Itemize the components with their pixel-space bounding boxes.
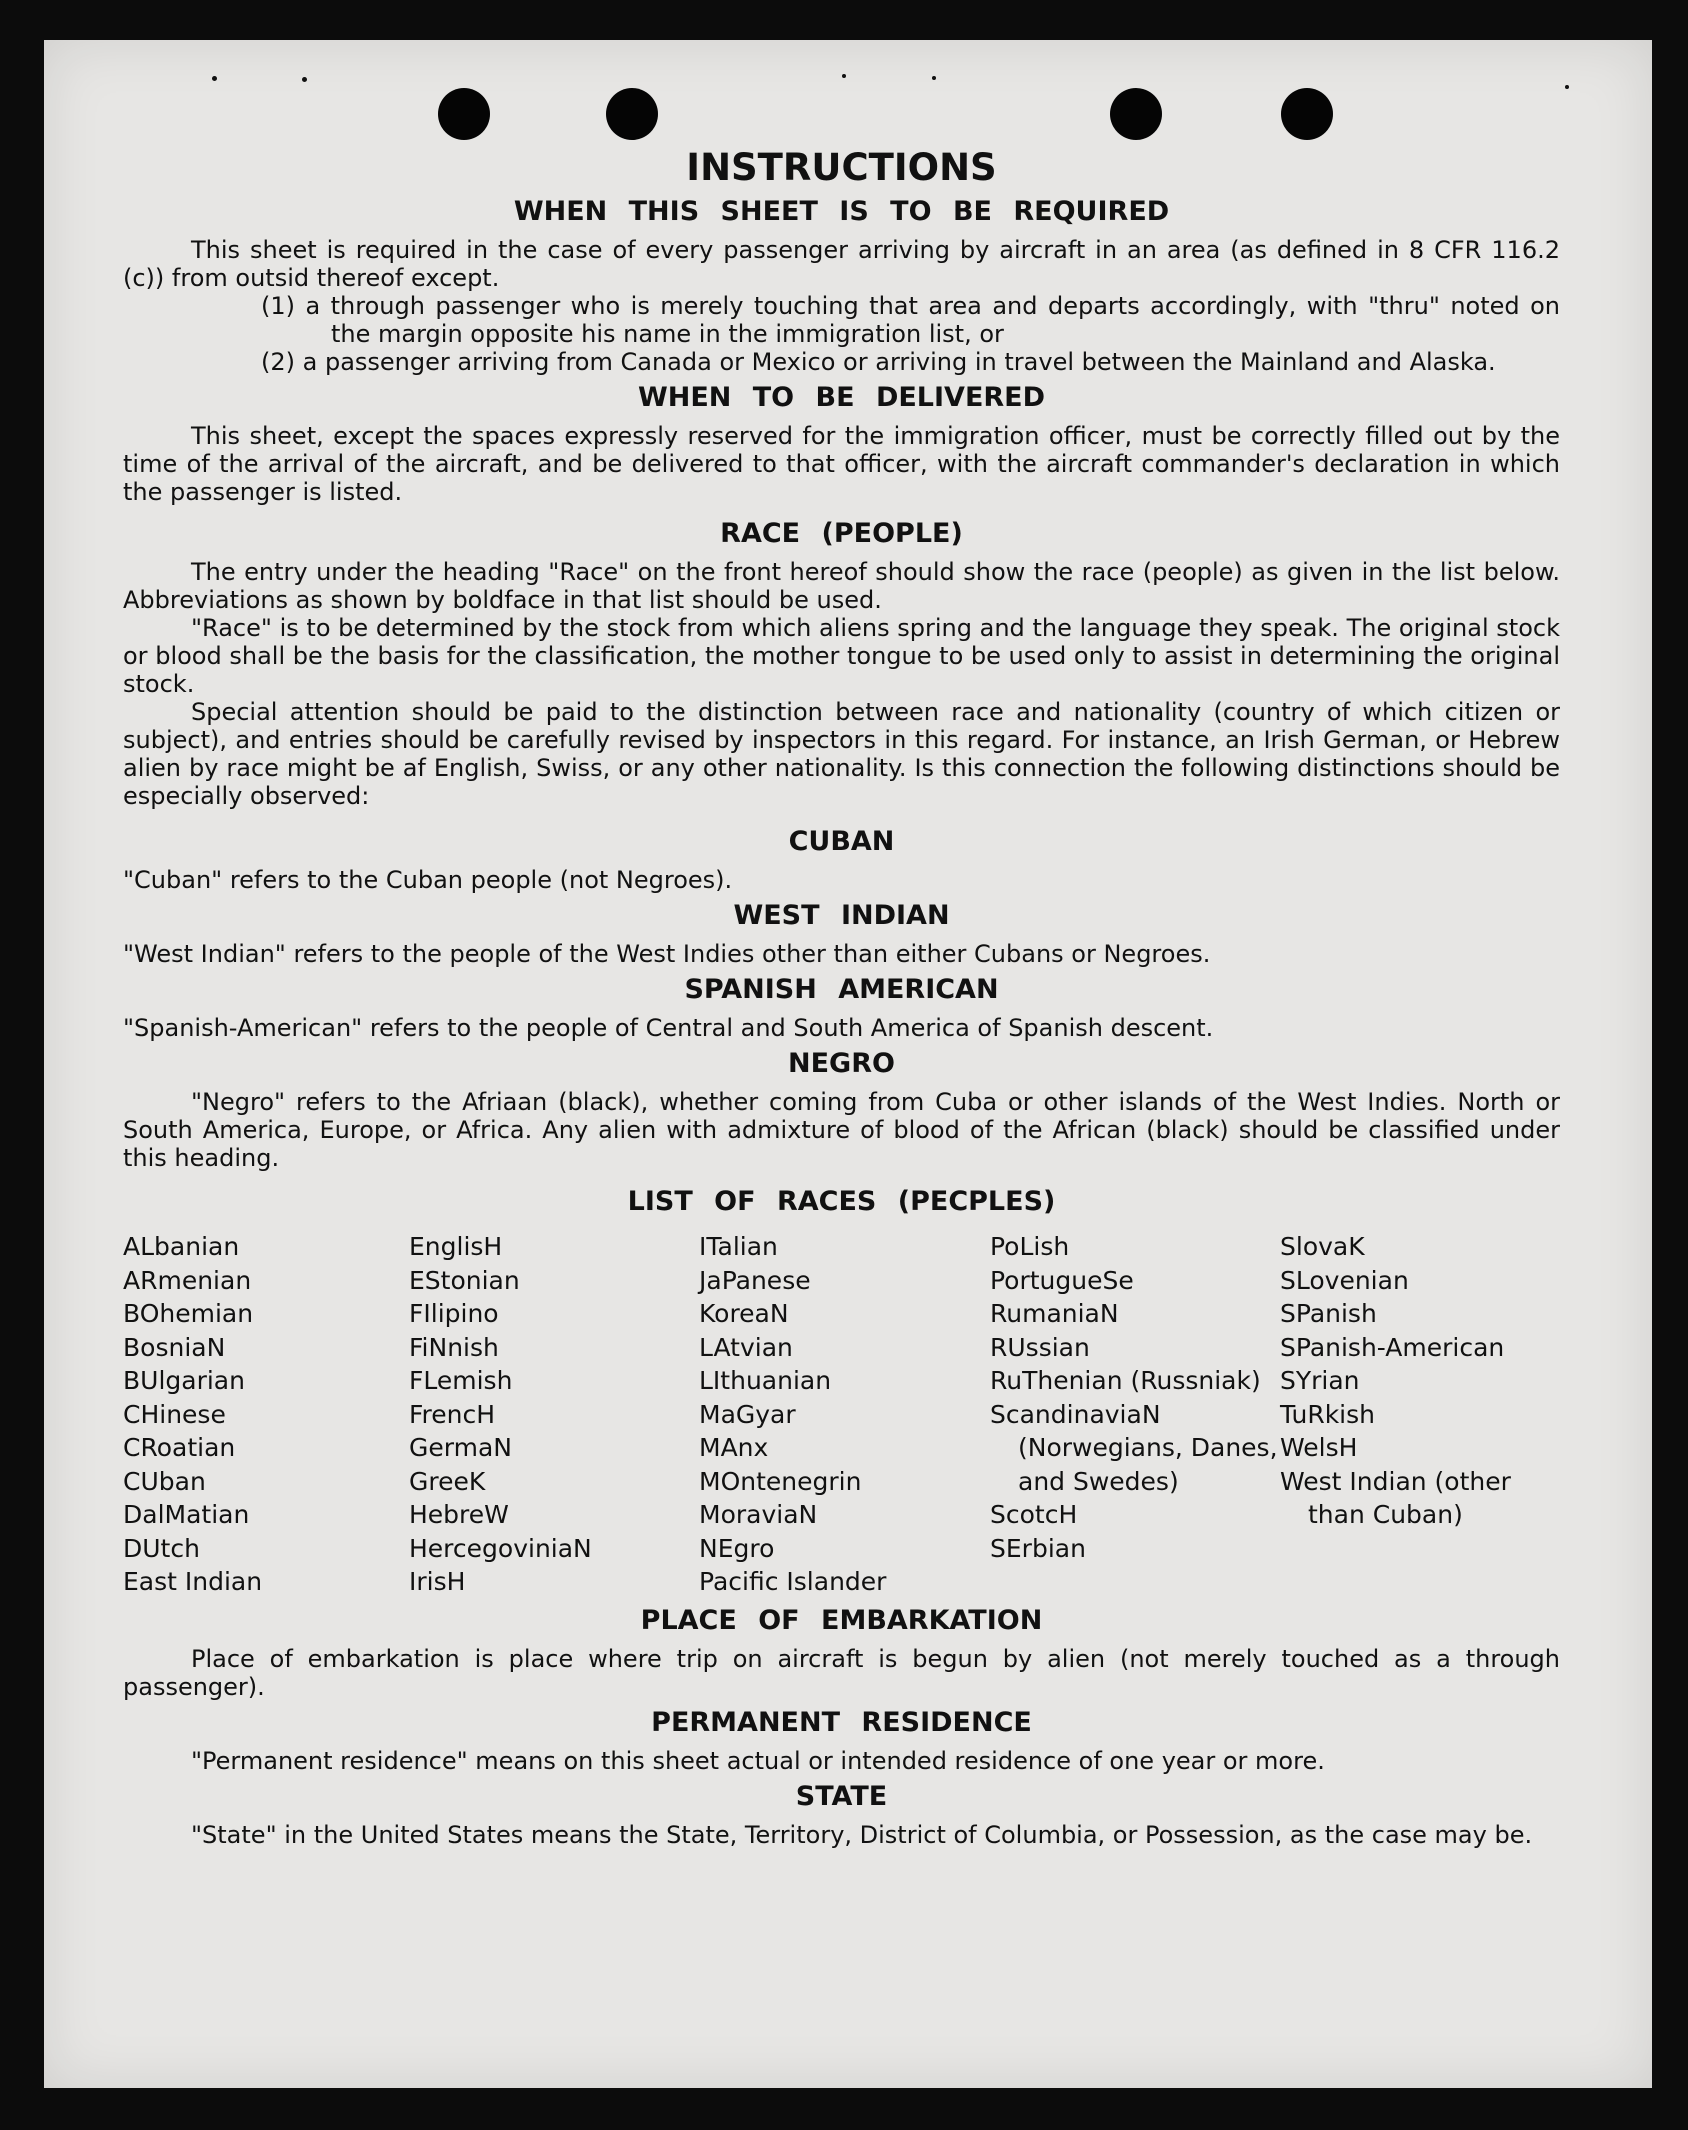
race-list-item: FLemish (409, 1366, 513, 1395)
race-list-item: East Indian (123, 1567, 263, 1596)
race-list-item: FIlipino (409, 1299, 499, 1328)
race-list-item: ALbanian (123, 1232, 240, 1261)
west-indian-text: "West Indian" refers to the people of the West Indies other than either Cubans or Negroes. (123, 940, 1211, 968)
race-list-item: GreeK (409, 1466, 486, 1496)
race-list-item: Pacific Islander (699, 1567, 887, 1596)
race-list-item: SlovaK (1280, 1232, 1365, 1261)
exception-item-1: (1) a through passenger who is merely touching that area and departs accordingly, with "thru" noted on the margin opposite his name in the immigration list, or (261, 292, 1560, 348)
race-list-item: JaPanese (699, 1265, 811, 1295)
section-heading-west-indian: WEST INDIAN (733, 900, 950, 931)
section-heading-race: RACE (PEOPLE) (720, 518, 963, 549)
race-list-item: RumaniaN (990, 1299, 1119, 1328)
punch-hole (1281, 88, 1333, 140)
permanent-residence-text: "Permanent residence" means on this sheet actual or intended residence of one year or more. (191, 1746, 1325, 1775)
race-column (699, 1230, 990, 1599)
section-heading-when-required: WHEN THIS SHEET IS TO BE REQUIRED (513, 196, 1170, 227)
race-list-item: PortugueSe (990, 1265, 1134, 1295)
race-column (990, 1230, 1280, 1599)
race-paragraph-3: Special attention should be paid to the distinction between race and nationality (country of which citizen or subject), and entries should be carefully revised by inspectors in this regard. For instance, an Irish German, or Hebrew alien by race might be af English, Swiss, or any other nationality. Is this connection the following distinctions should be especially observed: (123, 698, 1560, 810)
race-column (123, 1230, 409, 1599)
race-list-item: LAtvian (699, 1332, 793, 1362)
place-of-embarkation-text: Place of embarkation is place where trip on aircraft is begun by alien (not merely touched as a through passenger). (123, 1644, 1560, 1701)
exception-item-2: (2) a passenger arriving from Canada or Mexico or arriving in travel between the Mainland and Alaska. (261, 348, 1496, 376)
race-list-item: TuRkish (1280, 1399, 1375, 1429)
section-heading-when-delivered: WHEN TO BE DELIVERED (637, 382, 1046, 413)
when-delivered-text: This sheet, except the spaces expressly reserved for the immigration officer, must be correctly filled out by the time of the arrival of the aircraft, and be delivered to that officer, with the aircraft commander's declaration in which the passenger is listed. (123, 422, 1560, 506)
section-heading-negro: NEGRO (788, 1048, 895, 1079)
race-list-item: BUlgarian (123, 1366, 245, 1395)
race-list-item: SErbian (990, 1533, 1086, 1563)
cuban-text: "Cuban" refers to the Cuban people (not Negroes). (123, 866, 733, 894)
race-list-item: ITalian (699, 1232, 778, 1261)
race-list-item: West Indian (other than Cuban) (1280, 1466, 1511, 1529)
race-list-item: DUtch (123, 1533, 200, 1563)
spanish-american-text: "Spanish-American" refers to the people of Central and South America of Spanish descent. (123, 1014, 1214, 1042)
speck (842, 74, 846, 78)
race-list-item: RuThenian (Russniak) (990, 1366, 1261, 1395)
race-list-item: GermaN (409, 1433, 512, 1462)
race-list-item: KoreaN (699, 1299, 789, 1328)
speck (1565, 85, 1569, 89)
race-list-item: EStonian (409, 1265, 520, 1295)
race-list-item: ScandinaviaN (Norwegians, Danes, and Swedes) (990, 1399, 1278, 1496)
race-list (123, 1230, 1560, 1599)
race-list-item: LIthuanian (699, 1366, 832, 1395)
race-list-item: BosniaN (123, 1332, 226, 1362)
race-list-item: BOhemian (123, 1299, 254, 1328)
race-list-item: CRoatian (123, 1433, 236, 1462)
race-paragraph-2: "Race" is to be determined by the stock from which aliens spring and the language they speak. The original stock or blood shall be the basis for the classification, the mother tongue to be used only to assist in determining the original stock. (123, 614, 1560, 698)
negro-text: "Negro" refers to the Afriaan (black), whether coming from Cuba or other islands of the West Indies. North or South America, Europe, or Africa. Any alien with admixture of blood of the African (black) should be classified under this heading. (123, 1088, 1560, 1172)
race-list-item: HercegoviniaN (409, 1533, 592, 1563)
instructions-content (123, 146, 1560, 1849)
race-column (1280, 1230, 1560, 1599)
race-list-item: RUssian (990, 1332, 1090, 1362)
race-column (409, 1230, 699, 1599)
race-list-item: ScotcH (990, 1500, 1078, 1529)
section-heading-permanent-residence: PERMANENT RESIDENCE (651, 1706, 1032, 1738)
race-list-item: SPanish-American (1280, 1332, 1505, 1362)
race-list-item: CHinese (123, 1399, 226, 1429)
race-list-item: WelsH (1280, 1433, 1358, 1462)
race-list-item: FiNnish (409, 1332, 499, 1362)
section-heading-spanish-american: SPANISH AMERICAN (684, 974, 999, 1005)
race-list-item: PoLish (990, 1232, 1070, 1261)
speck (932, 76, 936, 80)
when-required-intro: This sheet is required in the case of every passenger arriving by aircraft in an area (as defined in 8 CFR 116.2 (c)) from outsid thereof except. (123, 236, 1560, 292)
race-list-item: MAnx (699, 1433, 769, 1462)
race-list-item: MaGyar (699, 1399, 796, 1429)
section-heading-state: STATE (795, 1780, 888, 1812)
race-paragraph-1: The entry under the heading "Race" on the front hereof should show the race (people) as given in the list below. Abbreviations as shown by boldface in that list should be used. (123, 558, 1560, 614)
punch-hole (606, 88, 658, 140)
section-heading-place-of-embarkation: PLACE OF EMBARKATION (640, 1604, 1043, 1636)
speck (212, 76, 217, 81)
punch-hole (438, 88, 490, 140)
race-list-item: HebreW (409, 1500, 509, 1529)
race-list-item: MOntenegrin (699, 1466, 862, 1496)
race-list-item: DalMatian (123, 1500, 250, 1529)
state-text: "State" in the United States means the State, Territory, District of Columbia, or Possession, as the case may be. (191, 1820, 1533, 1849)
speck (302, 77, 307, 82)
race-list-item: EnglisH (409, 1232, 503, 1261)
race-list-item: NEgro (699, 1533, 775, 1563)
page-title: INSTRUCTIONS (686, 146, 997, 189)
section-heading-cuban: CUBAN (788, 826, 895, 857)
race-list-item: SLovenian (1280, 1265, 1409, 1295)
race-list-item: MoraviaN (699, 1500, 818, 1529)
race-list-item: FrencH (409, 1399, 496, 1429)
race-list-item: SYrian (1280, 1366, 1360, 1395)
race-list-item: SPanish (1280, 1299, 1377, 1328)
document-page (44, 40, 1652, 2088)
race-list-item: IrisH (409, 1567, 466, 1596)
race-list-item: CUban (123, 1466, 206, 1496)
punch-hole (1110, 88, 1162, 140)
race-list-item: ARmenian (123, 1265, 252, 1295)
section-heading-list-of-races: LIST OF RACES (PECPLES) (627, 1186, 1056, 1217)
